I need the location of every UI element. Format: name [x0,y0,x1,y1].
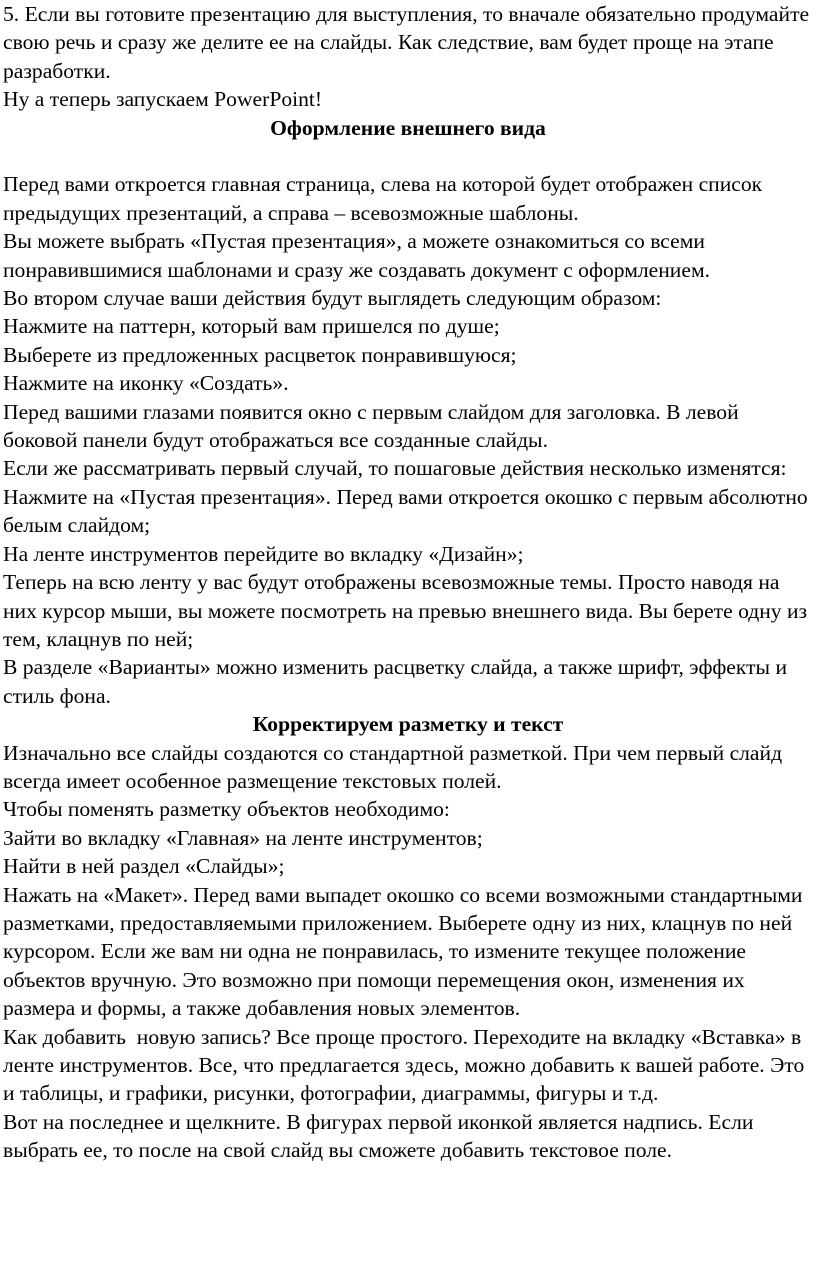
section2-paragraph: Как добавить новую запись? Все проще простого. Переходите на вкладку «Вставка» в ленте инструментов. Все, что предлагается здесь, можно добавить к вашей работе. Это и таблицы, и графики, рисунки, фотографии, диаграммы, фигуры и т.д. [3,1024,810,1106]
section1-paragraph: Вы можете выбрать «Пустая презентация», а можете ознакомиться со всеми понравившимися шаблонами и сразу же создавать документ с оформлением. [3,229,711,282]
section2-paragraph: Чтобы поменять разметку объектов необходимо: [3,797,450,822]
section1-paragraph: На ленте инструментов перейдите во вкладку «Дизайн»; [3,541,524,566]
section1-paragraph: Нажмите на иконку «Создать». [3,371,289,396]
section2-paragraph: Изначально все слайды создаются со стандартной разметкой. При чем первый слайд всегда имеет особенное размещение текстовых полей. [3,740,788,793]
section1-paragraph: Во втором случае ваши действия будут выглядеть следующим образом: [3,286,662,311]
document-page [3,0,813,1165]
section1-paragraph: В разделе «Варианты» можно изменить расцветку слайда, а также шрифт, эффекты и стиль фона. [3,655,793,708]
section2-paragraph: Зайти во вкладку «Главная» на ленте инструментов; [3,825,483,850]
intro-paragraph-1: 5. Если вы готовите презентацию для выступления, то вначале обязательно продумайте свою речь и сразу же делите ее на слайды. Как следствие, вам будет проще на этапе разработки. [3,2,815,83]
section2-paragraph: Вот на последнее и щелкните. В фигурах первой иконкой является надпись. Если выбрать ее, то после на свой слайд вы сможете добавить текстовое поле. [3,1109,759,1163]
section1-paragraph: Если же рассматривать первый случай, то пошаговые действия несколько изменятся: [3,456,787,481]
section-heading-layout: Корректируем разметку и текст [252,712,564,737]
section1-paragraph: Перед вашими глазами появится окно с первым слайдом для заголовка. В левой боковой панели будут отображаться все созданные слайды. [3,399,745,453]
intro-paragraph-2: Ну а теперь запускаем PowerPoint! [3,87,323,112]
section-heading-design: Оформление внешнего вида [270,115,546,140]
section1-paragraph: Теперь на всю ленту у вас будут отображены всевозможные темы. Просто наводя на них курсор мыши, вы можете посмотреть на превью внешнего вида. Вы берете одну из тем, клацнув по ней; [3,570,813,651]
section1-paragraph: Перед вами откроется главная страница, слева на которой будет отображен список предыдущих презентаций, а справа – всевозможные шаблоны. [3,172,768,225]
section2-paragraph: Нажать на «Макет». Перед вами выпадет окошко со всеми возможными стандартными разметками, предоставляемыми приложением. Выберете одну из них, клацнув по ней курсором. Если же вам ни одна не понравилась, то измените текущее положение объектов вручную. Это возможно при помощи перемещения окон, изменения их размера и формы, а также добавления новых элементов. [3,882,808,1021]
blank-line [3,142,813,170]
section2-paragraph: Найти в ней раздел «Слайды»; [3,854,285,879]
section1-paragraph: Нажмите на паттерн, который вам пришелся по душе; [3,314,500,339]
section1-paragraph: Выберете из предложенных расцветок понравившуюся; [3,342,517,367]
section1-paragraph: Нажмите на «Пустая презентация». Перед вами откроется окошко с первым абсолютно белым слайдом; [3,484,814,538]
